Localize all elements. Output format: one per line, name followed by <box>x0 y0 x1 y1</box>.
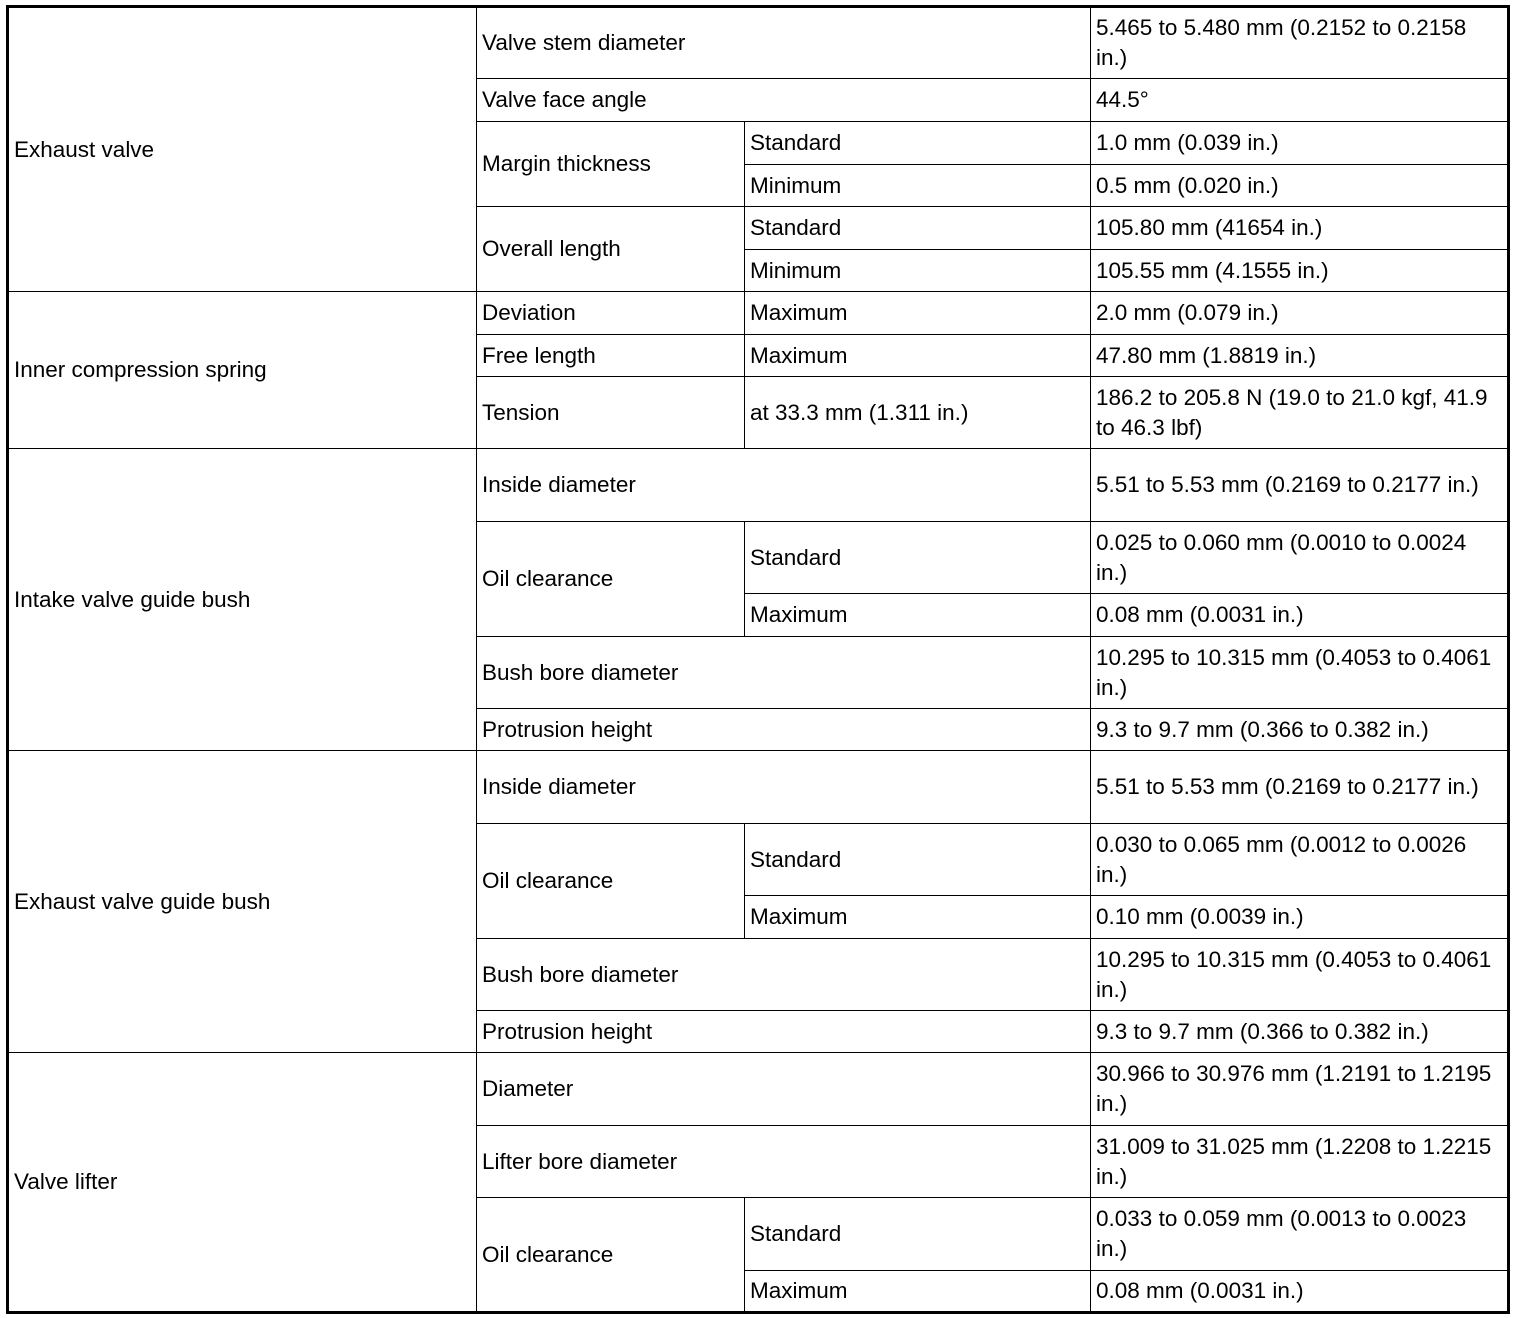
item-value: 0.08 mm (0.0031 in.) <box>1091 1271 1509 1313</box>
item-value: 2.0 mm (0.079 in.) <box>1091 292 1509 335</box>
item-label: Bush bore diameter <box>477 637 1091 709</box>
item-value: 31.009 to 31.025 mm (1.2208 to 1.2215 in.) <box>1091 1126 1509 1198</box>
table-row <box>8 7 1509 79</box>
item-value: 47.80 mm (1.8819 in.) <box>1091 335 1509 377</box>
group-inner-compression-spring: Inner compression spring <box>8 292 477 449</box>
table-row <box>8 292 1509 335</box>
item-label: Inside diameter <box>477 449 1091 522</box>
item-value: 10.295 to 10.315 mm (0.4053 to 0.4061 in.) <box>1091 939 1509 1011</box>
item-label: Tension <box>477 377 745 449</box>
item-value: 186.2 to 205.8 N (19.0 to 21.0 kgf, 41.9 to 46.3 lbf) <box>1091 377 1509 449</box>
item-value: 9.3 to 9.7 mm (0.366 to 0.382 in.) <box>1091 709 1509 751</box>
item-label: Lifter bore diameter <box>477 1126 1091 1198</box>
table-row <box>8 449 1509 522</box>
condition-label: Standard <box>745 522 1091 594</box>
item-value: 0.5 mm (0.020 in.) <box>1091 165 1509 207</box>
item-label: Valve stem diameter <box>477 7 1091 79</box>
item-value: 5.465 to 5.480 mm (0.2152 to 0.2158 in.) <box>1091 7 1509 79</box>
specification-table <box>6 5 1510 1314</box>
condition-label: Minimum <box>745 165 1091 207</box>
condition-label: Maximum <box>745 335 1091 377</box>
item-value: 30.966 to 30.976 mm (1.2191 to 1.2195 in.) <box>1091 1053 1509 1126</box>
group-exhaust-valve: Exhaust valve <box>8 7 477 292</box>
item-label: Oil clearance <box>477 1198 745 1313</box>
condition-label: Maximum <box>745 1271 1091 1313</box>
condition-label: Standard <box>745 1198 1091 1271</box>
item-value: 0.033 to 0.059 mm (0.0013 to 0.0023 in.) <box>1091 1198 1509 1271</box>
item-value: 44.5° <box>1091 79 1509 122</box>
item-value: 0.08 mm (0.0031 in.) <box>1091 594 1509 637</box>
item-value: 0.10 mm (0.0039 in.) <box>1091 896 1509 939</box>
item-label: Oil clearance <box>477 522 745 637</box>
condition-label: at 33.3 mm (1.311 in.) <box>745 377 1091 449</box>
group-intake-valve-guide-bush: Intake valve guide bush <box>8 449 477 751</box>
item-value: 1.0 mm (0.039 in.) <box>1091 122 1509 165</box>
item-label: Protrusion height <box>477 1011 1091 1053</box>
item-value: 5.51 to 5.53 mm (0.2169 to 0.2177 in.) <box>1091 751 1509 824</box>
item-value: 9.3 to 9.7 mm (0.366 to 0.382 in.) <box>1091 1011 1509 1053</box>
item-label: Bush bore diameter <box>477 939 1091 1011</box>
item-label: Overall length <box>477 207 745 292</box>
item-value: 10.295 to 10.315 mm (0.4053 to 0.4061 in.) <box>1091 637 1509 709</box>
item-value: 105.80 mm (41654 in.) <box>1091 207 1509 250</box>
condition-label: Standard <box>745 207 1091 250</box>
table-row <box>8 751 1509 824</box>
item-value: 0.025 to 0.060 mm (0.0010 to 0.0024 in.) <box>1091 522 1509 594</box>
item-value: 0.030 to 0.065 mm (0.0012 to 0.0026 in.) <box>1091 824 1509 896</box>
item-label: Inside diameter <box>477 751 1091 824</box>
condition-label: Minimum <box>745 250 1091 292</box>
condition-label: Standard <box>745 122 1091 165</box>
item-label: Free length <box>477 335 745 377</box>
condition-label: Maximum <box>745 896 1091 939</box>
table-row <box>8 1053 1509 1126</box>
group-valve-lifter: Valve lifter <box>8 1053 477 1313</box>
condition-label: Maximum <box>745 594 1091 637</box>
condition-label: Standard <box>745 824 1091 896</box>
group-exhaust-valve-guide-bush: Exhaust valve guide bush <box>8 751 477 1053</box>
item-value: 5.51 to 5.53 mm (0.2169 to 0.2177 in.) <box>1091 449 1509 522</box>
item-label: Oil clearance <box>477 824 745 939</box>
item-value: 105.55 mm (4.1555 in.) <box>1091 250 1509 292</box>
item-label: Margin thickness <box>477 122 745 207</box>
item-label: Deviation <box>477 292 745 335</box>
item-label: Valve face angle <box>477 79 1091 122</box>
item-label: Protrusion height <box>477 709 1091 751</box>
condition-label: Maximum <box>745 292 1091 335</box>
item-label: Diameter <box>477 1053 1091 1126</box>
